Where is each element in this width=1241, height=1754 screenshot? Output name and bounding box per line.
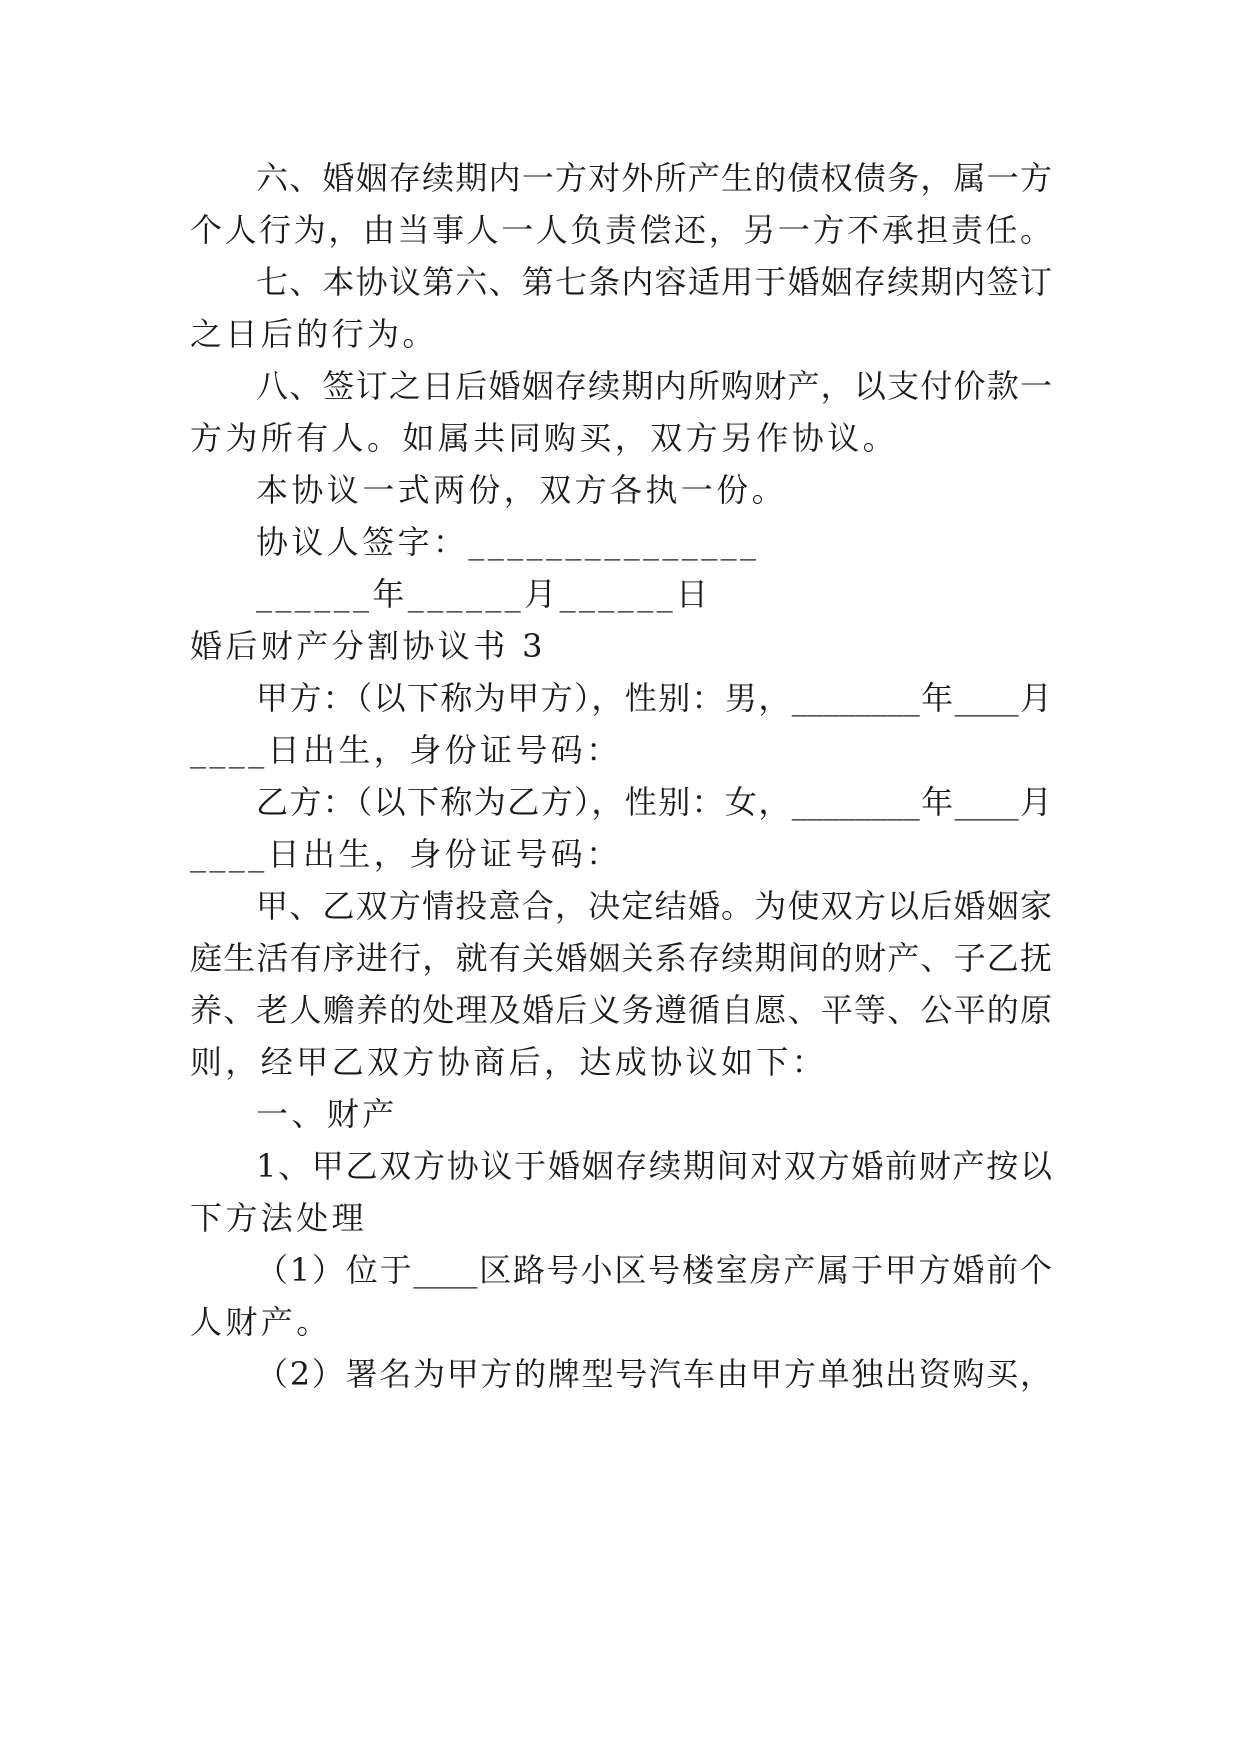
- paragraph-line: 个人行为，由当事人一人负责偿还，另一方不承担责任。: [190, 211, 1052, 249]
- paragraph-line: 养、老人赡养的处理及婚后义务遵循自愿、平等、公平的原: [190, 991, 1052, 1029]
- paragraph-line: 七、本协议第六、第七条内容适用于婚姻存续期内签订: [256, 263, 1052, 301]
- paragraph-line: 人财产。: [190, 1303, 332, 1341]
- paragraph-line: 乙方：（以下称为乙方），性别：女，________年____月: [256, 783, 1052, 821]
- signature-line: 协议人签字：_______________: [256, 523, 760, 561]
- section-title: 婚后财产分割协议书 3: [190, 627, 546, 665]
- paragraph-line: 1、甲乙双方协议于婚姻存续期间对双方婚前财产按以: [256, 1147, 1052, 1185]
- paragraph-line: 庭生活有序进行，就有关婚姻关系存续期间的财产、子乙抚: [190, 939, 1052, 977]
- paragraph-line: 本协议一式两份，双方各执一份。: [256, 471, 788, 509]
- paragraph-line: ____日出生，身份证号码：: [190, 731, 622, 769]
- paragraph-line: ____日出生，身份证号码：: [190, 835, 622, 873]
- paragraph-line: 八、签订之日后婚姻存续期内所购财产，以支付价款一: [256, 367, 1052, 405]
- paragraph-line: 方为所有人。如属共同购买，双方另作协议。: [190, 419, 899, 457]
- heading-line: 一、财产: [256, 1095, 398, 1133]
- paragraph-line: 甲方：（以下称为甲方），性别：男，________年____月: [256, 679, 1052, 717]
- paragraph-line: （2）署名为甲方的牌型号汽车由甲方单独出资购买，: [256, 1355, 1052, 1393]
- paragraph-line: 甲、乙双方情投意合，决定结婚。为使双方以后婚姻家: [256, 887, 1052, 925]
- paragraph-line: 六、婚姻存续期内一方对外所产生的债权债务，属一方: [256, 159, 1052, 197]
- paragraph-line: （1）位于____区路号小区号楼室房产属于甲方婚前个: [256, 1251, 1052, 1289]
- paragraph-line: 下方法处理: [190, 1199, 368, 1237]
- date-line: ______年______月______日: [256, 575, 712, 613]
- paragraph-line: 则，经甲乙双方协商后，达成协议如下：: [190, 1043, 828, 1081]
- paragraph-line: 之日后的行为。: [190, 315, 438, 353]
